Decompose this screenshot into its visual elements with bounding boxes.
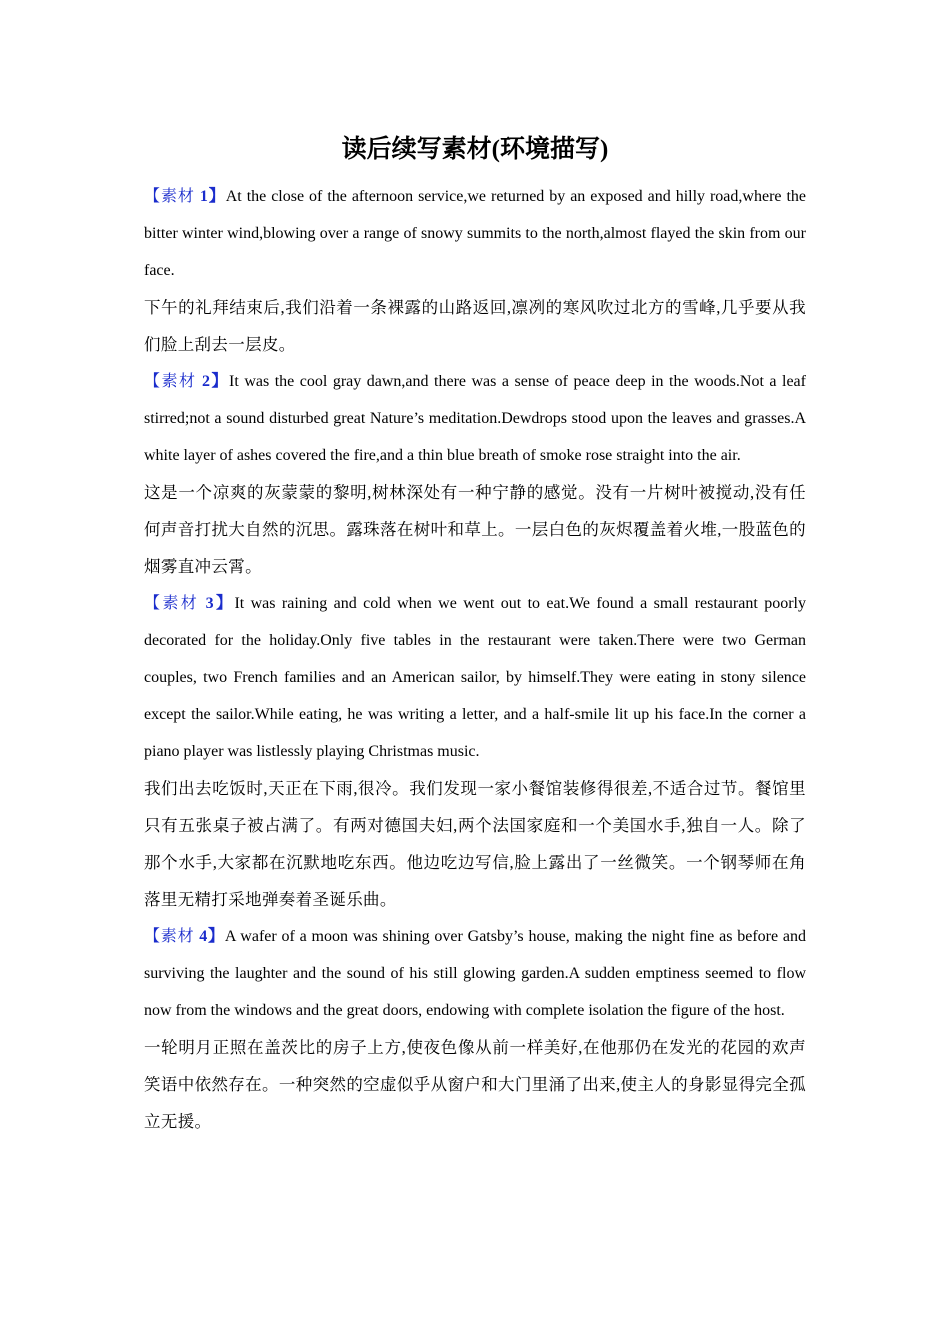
page-title: 读后续写素材(环境描写)	[341, 136, 609, 163]
material-english: 【素材 3】It was raining and cold when we went out to eat.We found a small restaurant poorly decorated for the holiday.Only five tables in the restaurant were taken.There were two German couples, two French families and an American sailor, by himself.They were eating in stony silence except the sailor.While eating, he was writing a letter, and a half-smile lit up his face.In the corner a piano player was listlessly playing Christmas music.	[144, 595, 806, 760]
material-chinese: 这是一个凉爽的灰蒙蒙的黎明,树林深处有一种宁静的感觉。没有一片树叶被搅动,没有任何声音打扰大自然的沉思。露珠落在树叶和草上。一层白色的灰烬覆盖着火堆,一股蓝色的烟雾直冲云霄。	[144, 483, 806, 576]
material-chinese: 一轮明月正照在盖茨比的房子上方,使夜色像从前一样美好,在他那仍在发光的花园的欢声笑语中依然存在。一种突然的空虚似乎从窗户和大门里涌了出来,使主人的身影显得完全孤立无援。	[144, 1038, 806, 1131]
material-3	[144, 585, 806, 918]
material-tag: 【素材 3】	[144, 595, 235, 612]
material-chinese: 下午的礼拜结束后,我们沿着一条裸露的山路返回,凛冽的寒风吹过北方的雪峰,几乎要从我们脸上刮去一层皮。	[144, 298, 806, 354]
material-4	[144, 918, 806, 1140]
material-chinese: 我们出去吃饭时,天正在下雨,很冷。我们发现一家小餐馆装修得很差,不适合过节。餐馆里只有五张桌子被占满了。有两对德国夫妇,两个法国家庭和一个美国水手,独自一人。除了那个水手,大家都在沉默地吃东西。他边吃边写信,脸上露出了一丝微笑。一个钢琴师在角落里无精打采地弹奏着圣诞乐曲。	[144, 779, 806, 909]
material-english: 【素材 4】A wafer of a moon was shining over Gatsby’s house, making the night fine as before and surviving the laughter and the sound of his still glowing garden.A sudden emptiness seemed to flow now from the windows and the great doors, endowing with complete isolation the figure of the host.	[144, 928, 806, 1019]
material-tag: 【素材 2】	[144, 373, 230, 390]
material-tag: 【素材 4】	[144, 928, 225, 945]
material-english: 【素材 1】At the close of the afternoon service,we returned by an exposed and hilly road,where the bitter winter wind,blowing over a range of snowy summits to the north,almost flayed the skin from our face.	[144, 188, 806, 279]
material-1	[144, 178, 806, 363]
document-page	[144, 128, 806, 1140]
material-english: 【素材 2】It was the cool gray dawn,and there was a sense of peace deep in the woods.Not a leaf stirred;not a sound disturbed great Nature’s meditation.Dewdrops stood upon the leaves and grasses.A white layer of ashes covered the fire,and a thin blue breath of smoke rose straight into the air.	[144, 373, 806, 464]
material-2	[144, 363, 806, 585]
material-tag: 【素材 1】	[144, 188, 226, 205]
